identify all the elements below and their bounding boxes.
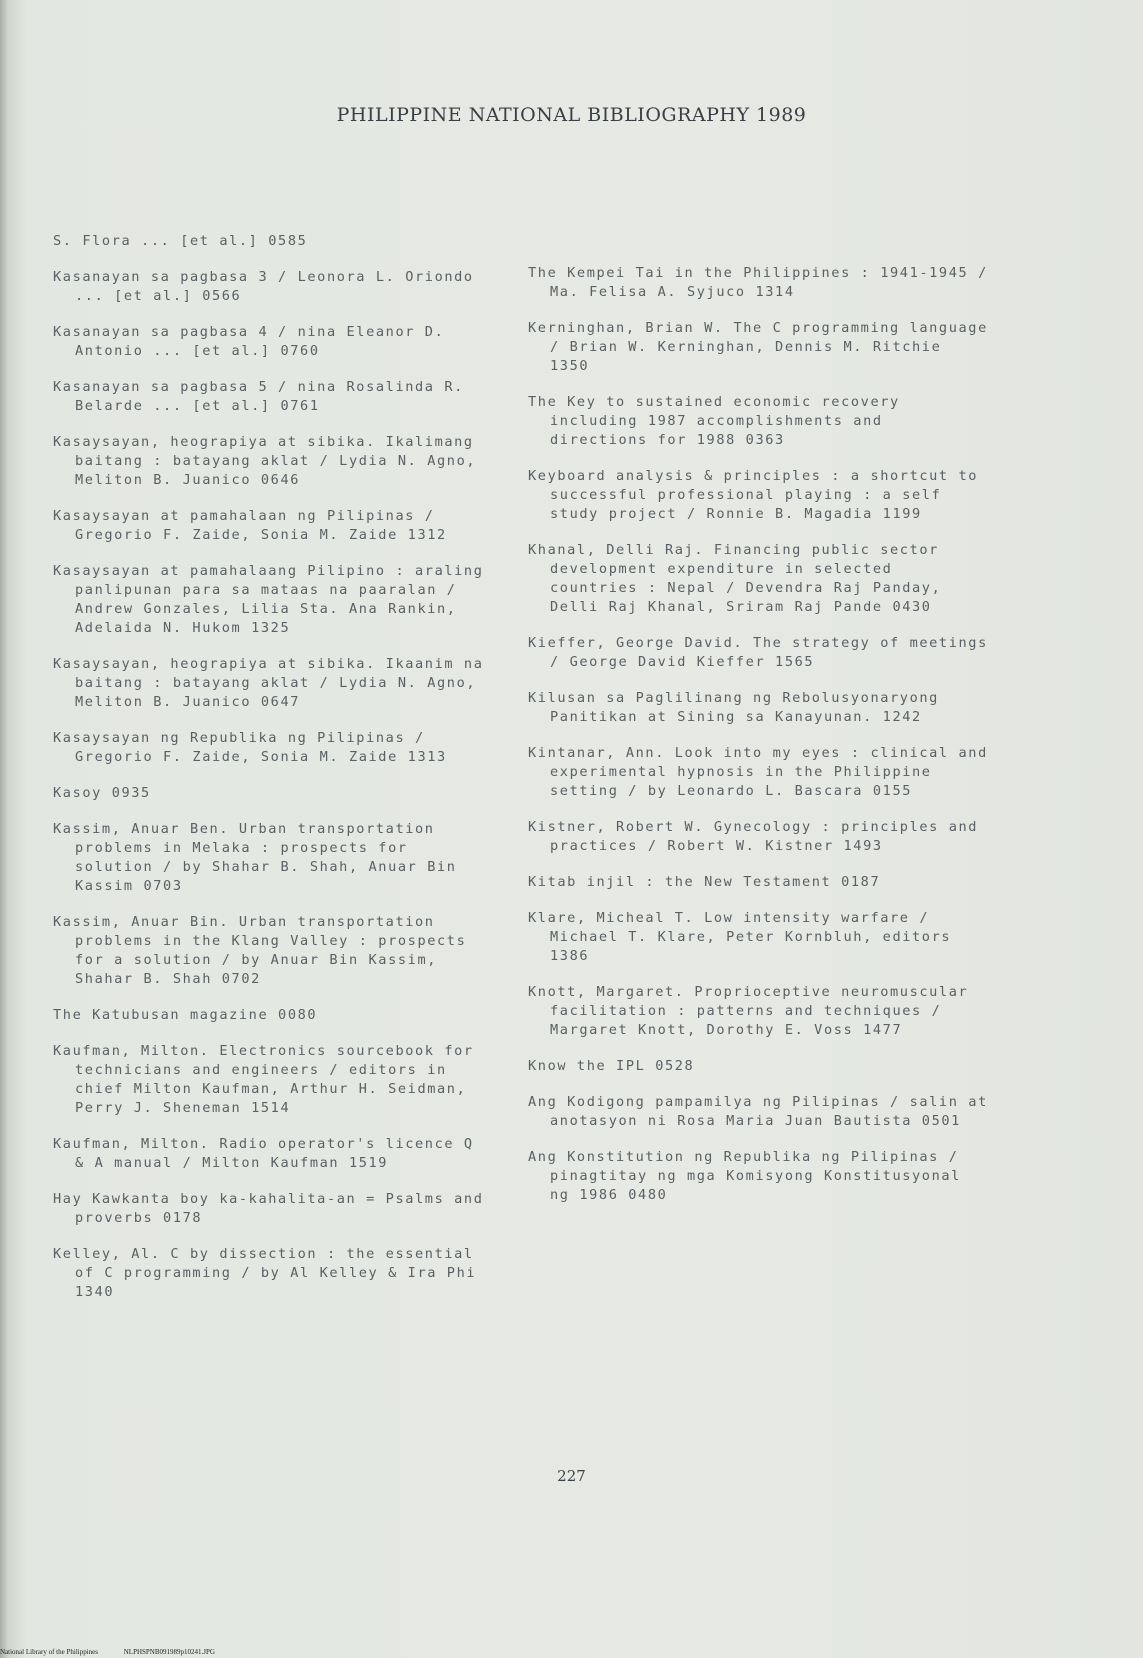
bibliography-entry: Kintanar, Ann. Look into my eyes : clinical and experimental hypnosis in the Philippine setting / by Leonardo L. Bascara 0155	[528, 745, 988, 799]
bibliography-entry: Kasanayan sa pagbasa 4 / nina Eleanor D. Antonio ... [et al.] 0760	[53, 324, 445, 359]
bibliography-entry: Kasaysayan, heograpiya at sibika. Ikaanim na baitang : batayang aklat / Lydia N. Agno, Meliton B. Juanico 0647	[53, 656, 484, 710]
left-column	[53, 232, 493, 1319]
bibliography-entry: Kaufman, Milton. Radio operator's licence Q & A manual / Milton Kaufman 1519	[53, 1136, 474, 1171]
right-column	[528, 264, 988, 1222]
bibliography-entry: Kieffer, George David. The strategy of meetings / George David Kieffer 1565	[528, 635, 988, 670]
bibliography-entry: Khanal, Delli Raj. Financing public sector development expenditure in selected countries : Nepal / Devendra Raj Panday, Delli Raj Khanal, Sriram Raj Pande 0430	[528, 542, 942, 615]
bibliography-entry: Kitab injil : the New Testament 0187	[528, 874, 881, 890]
bibliography-entry: Kasanayan sa pagbasa 5 / nina Rosalinda R. Belarde ... [et al.] 0761	[53, 379, 464, 414]
bibliography-entry: Ang Kodigong pampamilya ng Pilipinas / salin at anotasyon ni Rosa Maria Juan Bautista 0501	[528, 1094, 988, 1129]
bibliography-entry: The Kempei Tai in the Philippines : 1941-1945 / Ma. Felisa A. Syjuco 1314	[528, 265, 988, 300]
bibliography-entry: The Katubusan magazine 0080	[53, 1007, 318, 1023]
bibliography-entry: Kaufman, Milton. Electronics sourcebook for technicians and engineers / editors in chief Milton Kaufman, Arthur H. Seidman, Perry J. Sheneman 1514	[53, 1043, 474, 1116]
bibliography-entry: Kasanayan sa pagbasa 3 / Leonora L. Oriondo ... [et al.] 0566	[53, 269, 474, 304]
bibliography-entry: The Key to sustained economic recovery including 1987 accomplishments and directions for 1988 0363	[528, 394, 900, 448]
bibliography-entry: Kasaysayan at pamahalaang Pilipino : araling panlipunan para sa mataas na paaralan / Andrew Gonzales, Lilia Sta. Ana Rankin, Adelaida N. Hukom 1325	[53, 563, 484, 636]
bibliography-entry: Keyboard analysis & principles : a shortcut to successful professional playing : a self study project / Ronnie B. Magadia 1199	[528, 468, 979, 522]
footer-library: National Library of the Philippines	[0, 1648, 98, 1656]
bibliography-entry: S. Flora ... [et al.] 0585	[53, 233, 308, 249]
page-title: PHILIPPINE NATIONAL BIBLIOGRAPHY 1989	[336, 104, 807, 126]
bibliography-entry: Kilusan sa Paglilinang ng Rebolusyonaryong Panitikan at Sining sa Kanayunan. 1242	[528, 690, 939, 725]
bibliography-entry: Hay Kawkanta boy ka-kahalita-an = Psalms and proverbs 0178	[53, 1191, 484, 1226]
bibliography-entry: Kasoy 0935	[53, 785, 151, 801]
page-number: 227	[557, 1467, 586, 1485]
bibliography-entry: Kassim, Anuar Bin. Urban transportation problems in the Klang Valley : prospects for a solution / by Anuar Bin Kassim, Shahar B. Shah 0702	[53, 914, 467, 987]
bibliography-entry: Kassim, Anuar Ben. Urban transportation problems in Melaka : prospects for solution / by Shahar B. Shah, Anuar Bin Kassim 0703	[53, 821, 457, 894]
bibliography-entry: Know the IPL 0528	[528, 1058, 695, 1074]
bibliography-entry: Kasaysayan, heograpiya at sibika. Ikalimang baitang : batayang aklat / Lydia N. Agno, Meliton B. Juanico 0646	[53, 434, 477, 488]
footer-filename: NLPHSPNB091989p10241.JPG	[123, 1648, 215, 1656]
bibliography-entry: Klare, Micheal T. Low intensity warfare / Michael T. Klare, Peter Kornbluh, editors 1386	[528, 910, 952, 964]
bibliography-entry: Kelley, Al. C by dissection : the essential of C programming / by Al Kelley & Ira Phi 1340	[53, 1246, 477, 1300]
bibliography-entry: Kistner, Robert W. Gynecology : principles and practices / Robert W. Kistner 1493	[528, 819, 979, 854]
bibliography-entry: Knott, Margaret. Proprioceptive neuromuscular facilitation : patterns and techniques / Margaret Knott, Dorothy E. Voss 1477	[528, 984, 969, 1038]
bibliography-entry: Kasaysayan ng Republika ng Pilipinas / Gregorio F. Zaide, Sonia M. Zaide 1313	[53, 730, 447, 765]
bibliography-entry: Kasaysayan at pamahalaan ng Pilipinas / Gregorio F. Zaide, Sonia M. Zaide 1312	[53, 508, 447, 543]
scan-footer	[0, 1648, 1143, 1656]
bibliography-entry: Ang Konstitution ng Republika ng Pilipinas / pinagtitay ng mga Komisyong Konstitusyonal ng 1986 0480	[528, 1149, 961, 1203]
bibliography-entry: Kerninghan, Brian W. The C programming language / Brian W. Kerninghan, Dennis M. Ritchie 1350	[528, 320, 988, 374]
